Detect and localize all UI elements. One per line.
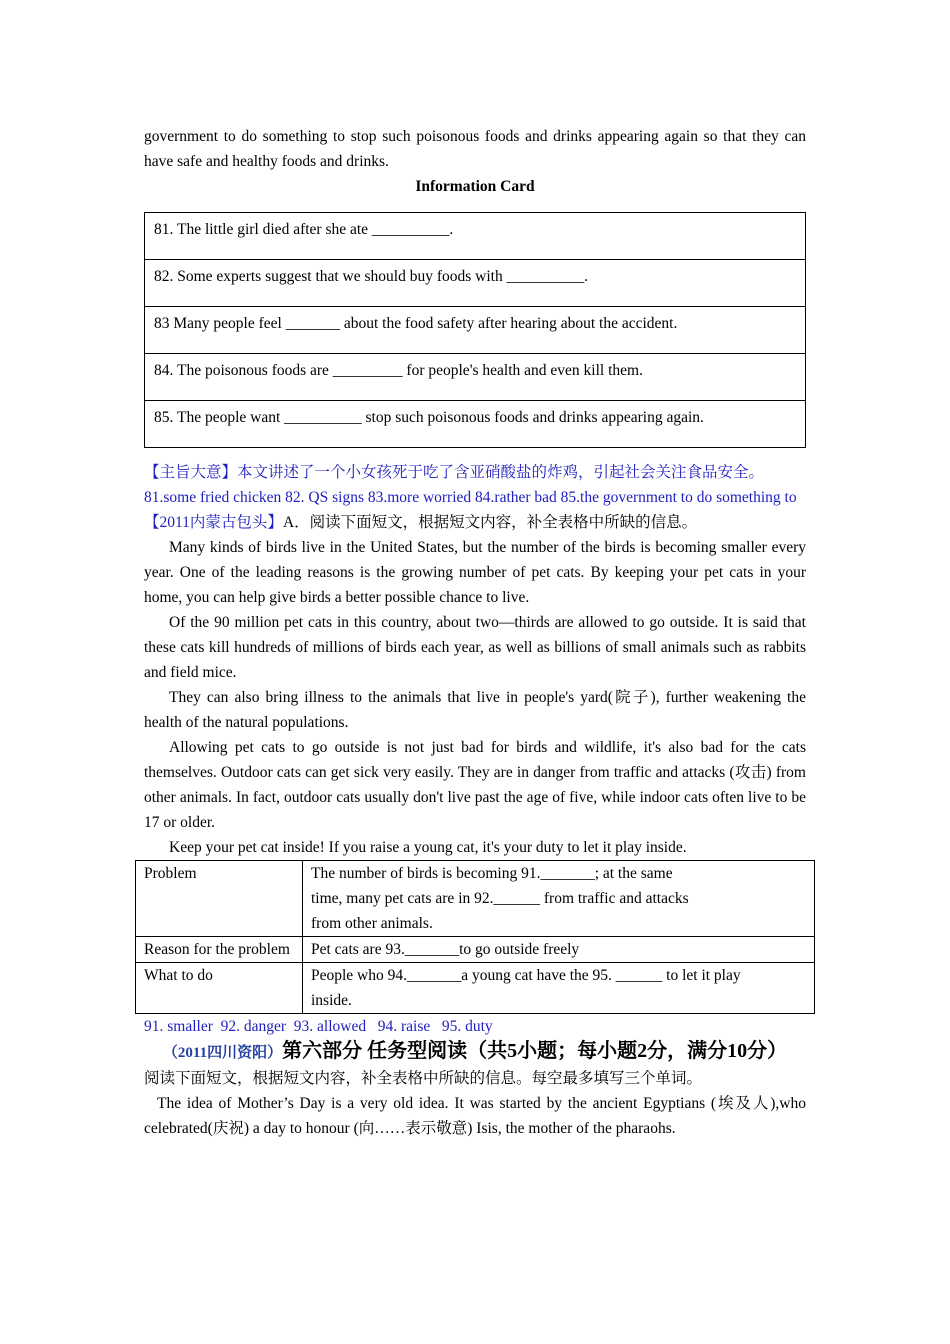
passage-paragraph-4: Allowing pet cats to go outside is not just bad for birds and wildlife, it's also bad for the cats themselves. Outdoor cats can get sick very easily. They are in danger from traffic and attacks (攻击) from other animals. In fact, outdoor cats usually don't live past the age of five, while indoor cats often live to be 17 or older. xyxy=(144,739,806,831)
card-row-83: 83 Many people feel _______ about the food safety after hearing about the accident. xyxy=(145,307,806,354)
section3-paragraph: The idea of Mother’s Day is a very old idea. It was started by the ancient Egyptians (埃及人),who celebrated(庆祝) a day to honour (向……表示敬意) Isis, the mother of the pharaohs. xyxy=(144,1095,806,1137)
section3-source: （2011四川资阳） xyxy=(162,1045,283,1061)
answer-key-1: 81.some fried chicken 82. QS signs 83.more worried 84.rather bad 85.the government to do something to xyxy=(144,489,797,506)
table-row xyxy=(145,401,806,448)
section2-instruction: A．阅读下面短文，根据短文内容，补全表格中所缺的信息。 xyxy=(282,514,698,531)
passage-paragraph-5: Keep your pet cat inside! If you raise a young cat, it's your duty to let it play inside. xyxy=(169,839,687,856)
section3-instruction: 阅读下面短文，根据短文内容，补全表格中所缺的信息。每空最多填写三个单词。 xyxy=(144,1070,703,1087)
section2-source: 【2011内蒙古包头】 xyxy=(144,514,283,531)
task-line: The number of birds is becoming 91._______; at the same xyxy=(311,865,673,882)
table-row xyxy=(145,354,806,401)
table-row xyxy=(145,213,806,260)
card-row-85: 85. The people want __________ stop such poisonous foods and drinks appearing again. xyxy=(145,401,806,448)
passage-paragraph-2: Of the 90 million pet cats in this country, about two—thirds are allowed to go outside. It is said that these cats kill hundreds of millions of birds each year, as well as billions of small animals such as rabbits and field mice. xyxy=(144,614,806,681)
answer-key-2: 91. smaller 92. danger 93. allowed 94. raise 95. duty xyxy=(144,1018,493,1035)
section3-heading xyxy=(144,1039,806,1066)
document-page xyxy=(144,124,806,1141)
task-label-reason: Reason for the problem xyxy=(136,937,303,963)
information-card-table xyxy=(144,212,806,448)
passage-paragraph-3: They can also bring illness to the animals that live in people's yard(院子), further weakening the health of the natural populations. xyxy=(144,689,806,731)
task-line: time, many pet cats are in 92.______ from traffic and attacks xyxy=(311,890,689,907)
summary-text: 【主旨大意】本文讲述了一个小女孩死于吃了含亚硝酸盐的炸鸡，引起社会关注食品安全。 xyxy=(144,464,765,481)
section3-title: 第六部分 任务型阅读（共5小题；每小题2分，满分10分） xyxy=(282,1040,788,1062)
card-row-84: 84. The poisonous foods are _________ for people's health and even kill them. xyxy=(145,354,806,401)
task-cell-reason xyxy=(303,937,815,963)
passage-paragraph-1: Many kinds of birds live in the United States, but the number of the birds is becoming smaller every year. One of the leading reasons is the growing number of pet cats. By keeping your pet cats in your home, you can help give birds a better possible chance to live. xyxy=(144,539,806,606)
task-label-what-to-do: What to do xyxy=(136,963,303,1014)
intro-paragraph: government to do something to stop such poisonous foods and drinks appearing again so that they can have safe and healthy foods and drinks. xyxy=(144,128,806,170)
task-line: People who 94._______a young cat have the 95. ______ to let it play xyxy=(311,967,741,984)
task-line: Pet cats are 93._______to go outside freely xyxy=(311,941,580,958)
task-line: inside. xyxy=(311,992,352,1009)
table-row xyxy=(145,260,806,307)
card-row-82: 82. Some experts suggest that we should buy foods with __________. xyxy=(145,260,806,307)
task-cell-what-to-do xyxy=(303,963,815,1014)
task-label-problem: Problem xyxy=(136,861,303,937)
table-row xyxy=(136,861,815,937)
task-line: from other animals. xyxy=(311,915,433,932)
task-table xyxy=(135,860,815,1014)
section2-header xyxy=(144,510,806,535)
card-title: Information Card xyxy=(415,178,535,195)
task-cell-problem xyxy=(303,861,815,937)
table-row xyxy=(145,307,806,354)
table-row xyxy=(136,937,815,963)
card-row-81: 81. The little girl died after she ate __________. xyxy=(145,213,806,260)
table-row xyxy=(136,963,815,1014)
